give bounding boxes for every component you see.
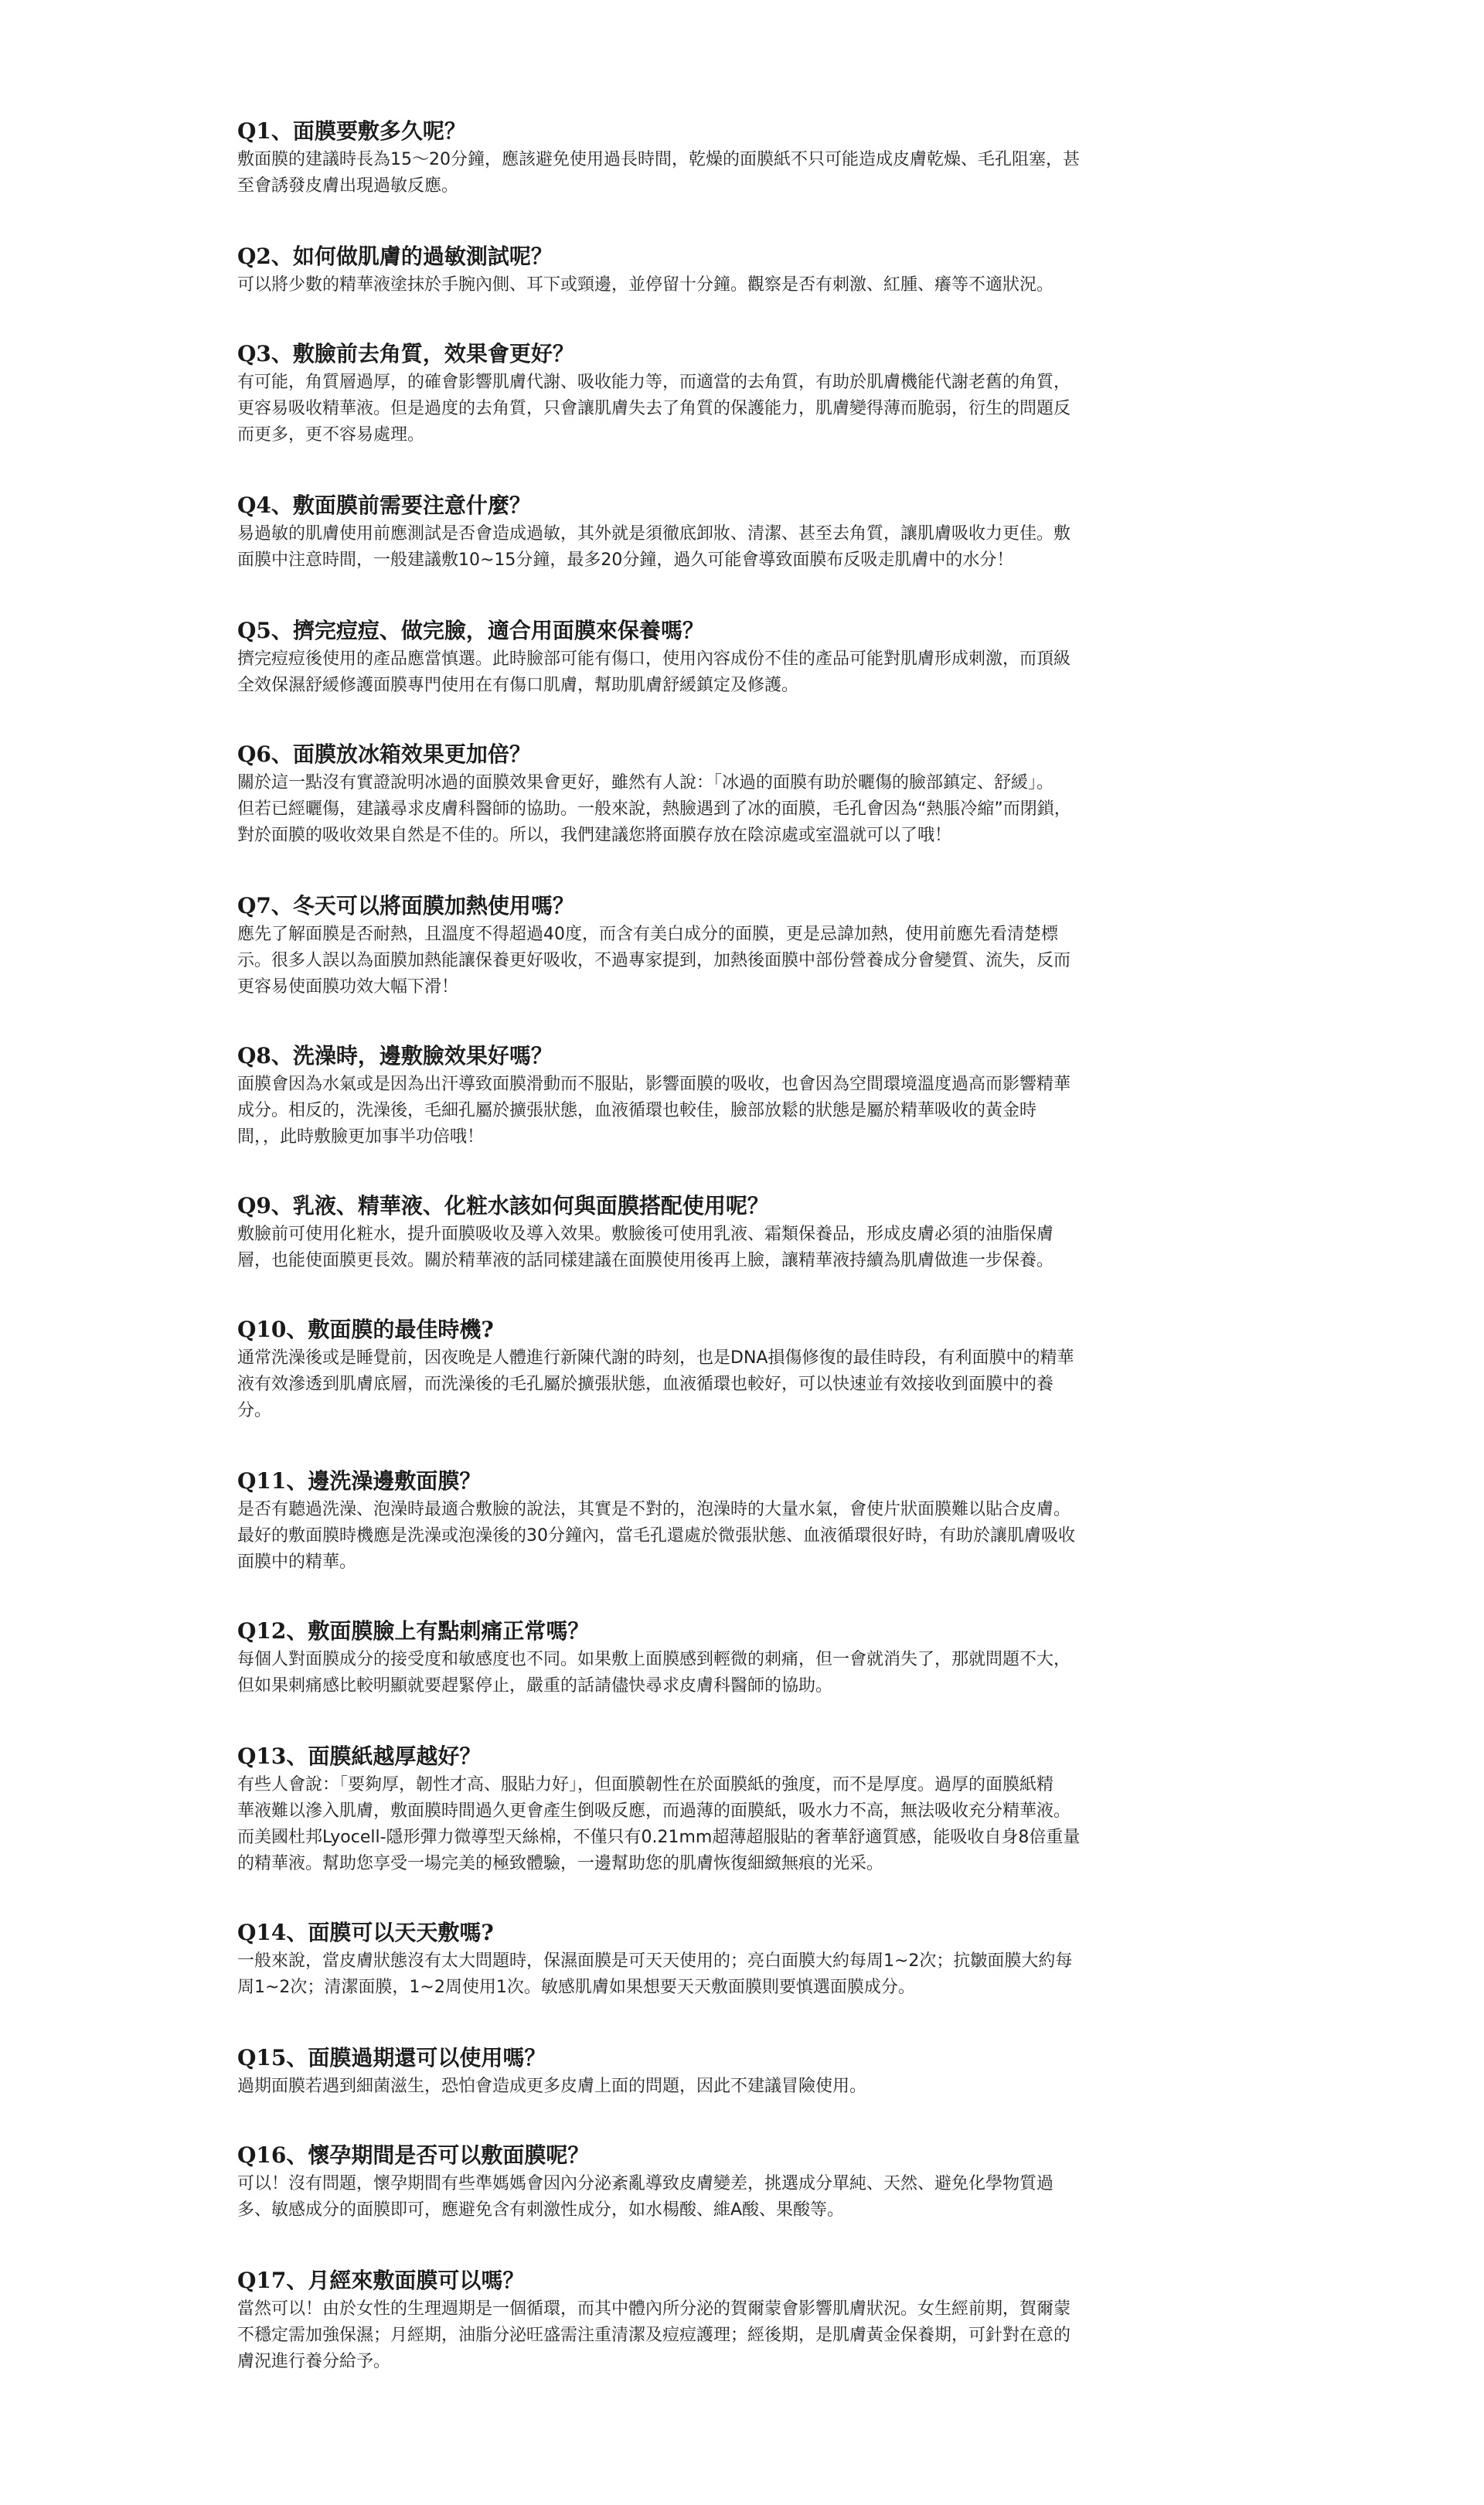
faq-question: Q6、面膜放冰箱效果更加倍？: [237, 741, 531, 767]
faq-item: [237, 739, 1247, 849]
faq-answer: [237, 770, 1247, 849]
faq-question: Q8、洗澡時，邊敷臉效果好嗎？: [237, 1043, 553, 1068]
faq-answer-line: 至會誘發皮膚出現過敏反應。: [237, 176, 459, 196]
faq-answer-line: 易過敏的肌膚使用前應測試是否會造成過敏，其外就是須徹底卸妝、清潔、甚至去角質，讓肌膚吸收力更佳。敷: [237, 524, 1071, 544]
faq-list: [237, 76, 1247, 2375]
faq-answer: [237, 2296, 1247, 2375]
faq-item: [237, 1616, 1247, 1699]
faq-answer: [237, 272, 1247, 298]
faq-question: Q13、面膜紙越厚越好？: [237, 1743, 482, 1769]
faq-answer-line: 間，，此時敷臉更加事半功倍哦！: [237, 1127, 485, 1147]
faq-answer-line: 最好的敷面膜時機應是洗澡或泡澡後的30分鐘內，當毛孔還處於微張狀態、血液循環很好時，有助於讓肌膚吸收: [237, 1526, 1075, 1546]
faq-answer: [237, 1647, 1247, 1699]
faq-answer-line: 但若已經曬傷，建議尋求皮膚科醫師的協助。一般來說，熱臉遇到了冰的面膜，毛孔會因為“熱脹冷縮”而閉鎖，: [237, 799, 1071, 819]
faq-question: Q14、面膜可以天天敷嗎?: [237, 1920, 494, 1945]
faq-answer: [237, 1222, 1247, 1274]
faq-question: Q2、如何做肌膚的過敏測試呢？: [237, 244, 553, 269]
faq-item: [237, 1741, 1247, 1877]
faq-item: [237, 116, 1247, 199]
faq-item: [237, 1041, 1247, 1150]
faq-answer-line: 成分。相反的，洗澡後，毛細孔屬於擴張狀態，血液循環也較佳，臉部放鬆的狀態是屬於精華吸收的黃金時: [237, 1101, 1037, 1120]
faq-answer-line: 面膜會因為水氣或是因為出汗導致面膜滑動而不服貼，影響面膜的吸收，也會因為空間環境溫度過高而影響精華: [237, 1075, 1071, 1094]
faq-answer-line: 過期面膜若遇到細菌滋生，恐怕會造成更多皮膚上面的問題，因此不建議冒險使用。: [237, 2077, 867, 2096]
faq-answer: [237, 922, 1247, 1000]
faq-answer: [237, 2074, 1247, 2100]
faq-item: [237, 1314, 1247, 1424]
faq-question: Q5、擠完痘痘、做完臉，適合用面膜來保養嗎？: [237, 618, 704, 643]
faq-question: Q9、乳液、精華液、化粧水該如何與面膜搭配使用呢？: [237, 1193, 769, 1218]
faq-answer: [237, 1948, 1247, 2001]
faq-question: Q11、邊洗澡邊敷面膜？: [237, 1468, 482, 1494]
faq-answer-line: 一般來說，當皮膚狀態沒有太大問題時，保濕面膜是可天天使用的；亮白面膜大約每周1~2次；抗皺面膜大約每: [237, 1951, 1073, 1971]
faq-answer-line: 有些人會說：「要夠厚，韌性才高、服貼力好」，但面膜韌性在於面膜紙的強度，而不是厚度。過厚的面膜紙精: [237, 1775, 1054, 1794]
faq-answer-line: 應先了解面膜是否耐熱，且溫度不得超過40度，而含有美白成分的面膜，更是忌諱加熱，使用前應先看清楚標: [237, 925, 1058, 944]
faq-question: Q17、月經來敷面膜可以嗎？: [237, 2268, 525, 2293]
faq-answer: [237, 646, 1247, 699]
faq-question: Q3、敷臉前去角質，效果會更好？: [237, 341, 574, 366]
faq-answer-line: 不穩定需加強保濕；月經期，油脂分泌旺盛需注重清潔及痘痘護理；經後期，是肌膚黃金保養期，可針對在意的: [237, 2326, 1071, 2345]
faq-item: [237, 1917, 1247, 2001]
faq-answer-line: 分。: [237, 1401, 272, 1420]
faq-answer: [237, 1497, 1247, 1576]
faq-answer-line: 關於這一點沒有實證說明冰過的面膜效果會更好，雖然有人說：「冰過的面膜有助於曬傷的臉部鎮定、舒緩」。: [237, 773, 1054, 792]
faq-item: [237, 241, 1247, 298]
faq-answer-line: 而美國杜邦Lyocell-隱形彈力微導型天絲棉，不僅只有0.21mm超薄超服貼的奢華舒適質感，能吸收自身8倍重量: [237, 1828, 1081, 1847]
faq-answer: [237, 370, 1247, 448]
faq-answer-line: 多、敏感成分的面膜即可，應避免含有刺激性成分，如水楊酸、維A酸、果酸等。: [237, 2200, 845, 2220]
faq-answer: [237, 1072, 1247, 1150]
faq-answer-line: 更容易吸收精華液。但是過度的去角質，只會讓肌膚失去了角質的保護能力，肌膚變得薄而脆弱，衍生的問題反: [237, 399, 1071, 418]
faq-item: [237, 891, 1247, 1000]
faq-answer-line: 華液難以滲入肌膚，敷面膜時間過久更會產生倒吸反應，而過薄的面膜紙，吸水力不高，無法吸收充分精華液。: [237, 1801, 1071, 1821]
faq-answer-line: 是否有聽過洗澡、泡澡時最適合敷臉的說法，其實是不對的，泡澡時的大量水氣，會使片狀面膜難以貼合皮膚。: [237, 1500, 1071, 1519]
faq-question: Q7、冬天可以將面膜加熱使用嗎？: [237, 893, 574, 918]
faq-item: [237, 2043, 1247, 2100]
faq-answer-line: 敷面膜的建議時長為15～20分鐘，應該避免使用過長時間，乾燥的面膜紙不只可能造成皮膚乾燥、毛孔阻塞，甚: [237, 150, 1080, 169]
faq-answer-line: 而更多，更不容易處理。: [237, 425, 425, 445]
faq-answer-line: 層，也能使面膜更長效。關於精華液的話同樣建議在面膜使用後再上臉，讓精華液持續為肌膚做進一步保養。: [237, 1251, 1054, 1270]
faq-item: [237, 615, 1247, 699]
faq-answer: [237, 521, 1247, 574]
faq-answer-line: 對於面膜的吸收效果自然是不佳的。所以，我們建議您將面膜存放在陰涼處或室溫就可以了哦！: [237, 826, 952, 845]
faq-item: [237, 2265, 1247, 2375]
faq-question: Q10、敷面膜的最佳時機?: [237, 1317, 494, 1342]
faq-answer-line: 但如果刺痛感比較明顯就要趕緊停止，嚴重的話請儘快尋求皮膚科醫師的協助。: [237, 1676, 833, 1696]
faq-answer-line: 全效保濕舒緩修護面膜專門使用在有傷口肌膚，幫助肌膚舒緩鎮定及修護。: [237, 676, 799, 695]
faq-answer: [237, 2171, 1247, 2224]
faq-answer-line: 示。很多人誤以為面膜加熱能讓保養更好吸收，不過專家提到，加熱後面膜中部份營養成分會變質、流失，反而: [237, 951, 1071, 970]
faq-answer-line: 每個人對面膜成分的接受度和敏感度也不同。如果敷上面膜感到輕微的刺痛，但一會就消失了，那就問題不大，: [237, 1650, 1071, 1669]
faq-answer-line: 面膜中注意時間，一般建議敷10~15分鐘，最多20分鐘，過久可能會導致面膜布反吸走肌膚中的水分！: [237, 550, 1014, 570]
faq-item: [237, 490, 1247, 574]
faq-answer: [237, 1772, 1247, 1877]
faq-answer-line: 敷臉前可使用化粧水，提升面膜吸收及導入效果。敷臉後可使用乳液、霜類保養品，形成皮膚必須的油脂保膚: [237, 1225, 1054, 1244]
faq-question: Q1、面膜要敷多久呢？: [237, 118, 466, 144]
faq-question: Q16、懷孕期間是否可以敷面膜呢？: [237, 2142, 590, 2168]
faq-answer-line: 可以將少數的精華液塗抹於手腕內側、耳下或頸邊，並停留十分鐘。觀察是否有刺激、紅腫、癢等不適狀況。: [237, 275, 1054, 295]
faq-answer-line: 更容易使面膜功效大幅下滑！: [237, 977, 459, 997]
faq-answer-line: 面膜中的精華。: [237, 1552, 357, 1572]
faq-answer: [237, 1345, 1247, 1424]
faq-question: Q12、敷面膜臉上有點刺痛正常嗎？: [237, 1618, 590, 1644]
faq-answer-line: 可以！沒有問題，懷孕期間有些準媽媽會因內分泌紊亂導致皮膚變差，挑選成分單純、天然、避免化學物質過: [237, 2174, 1054, 2193]
faq-answer-line: 當然可以！由於女性的生理週期是一個循環，而其中體內所分泌的賀爾蒙會影響肌膚狀況。女生經前期，賀爾蒙: [237, 2299, 1071, 2319]
faq-question: Q4、敷面膜前需要注意什麼？: [237, 492, 531, 518]
faq-answer-line: 液有效滲透到肌膚底層，而洗澡後的毛孔屬於擴張狀態，血液循環也較好，可以快速並有效接收到面膜中的養: [237, 1375, 1054, 1394]
faq-item: [237, 1466, 1247, 1576]
faq-answer-line: 擠完痘痘後使用的產品應當慎選。此時臉部可能有傷口，使用內容成份不佳的產品可能對肌膚形成刺激，而頂級: [237, 649, 1071, 669]
faq-question: Q15、面膜過期還可以使用嗎？: [237, 2045, 546, 2070]
faq-answer-line: 的精華液。幫助您享受一場完美的極致體驗，一邊幫助您的肌膚恢復細緻無痕的光采。: [237, 1854, 884, 1873]
faq-answer-line: 周1~2次；清潔面膜，1~2周使用1次。敏感肌膚如果想要天天敷面膜則要慎選面膜成分。: [237, 1978, 915, 1997]
faq-item: [237, 339, 1247, 448]
faq-answer-line: 通常洗澡後或是睡覺前，因夜晚是人體進行新陳代謝的時刻，也是DNA損傷修復的最佳時段，有利面膜中的精華: [237, 1348, 1074, 1368]
faq-answer-line: 膚況進行養分給予。: [237, 2352, 391, 2371]
faq-answer-line: 有可能，角質層過厚，的確會影響肌膚代謝、吸收能力等，而適當的去角質，有助於肌膚機能代謝老舊的角質，: [237, 373, 1071, 392]
faq-item: [237, 1191, 1247, 1274]
faq-item: [237, 2140, 1247, 2224]
faq-answer: [237, 147, 1247, 199]
